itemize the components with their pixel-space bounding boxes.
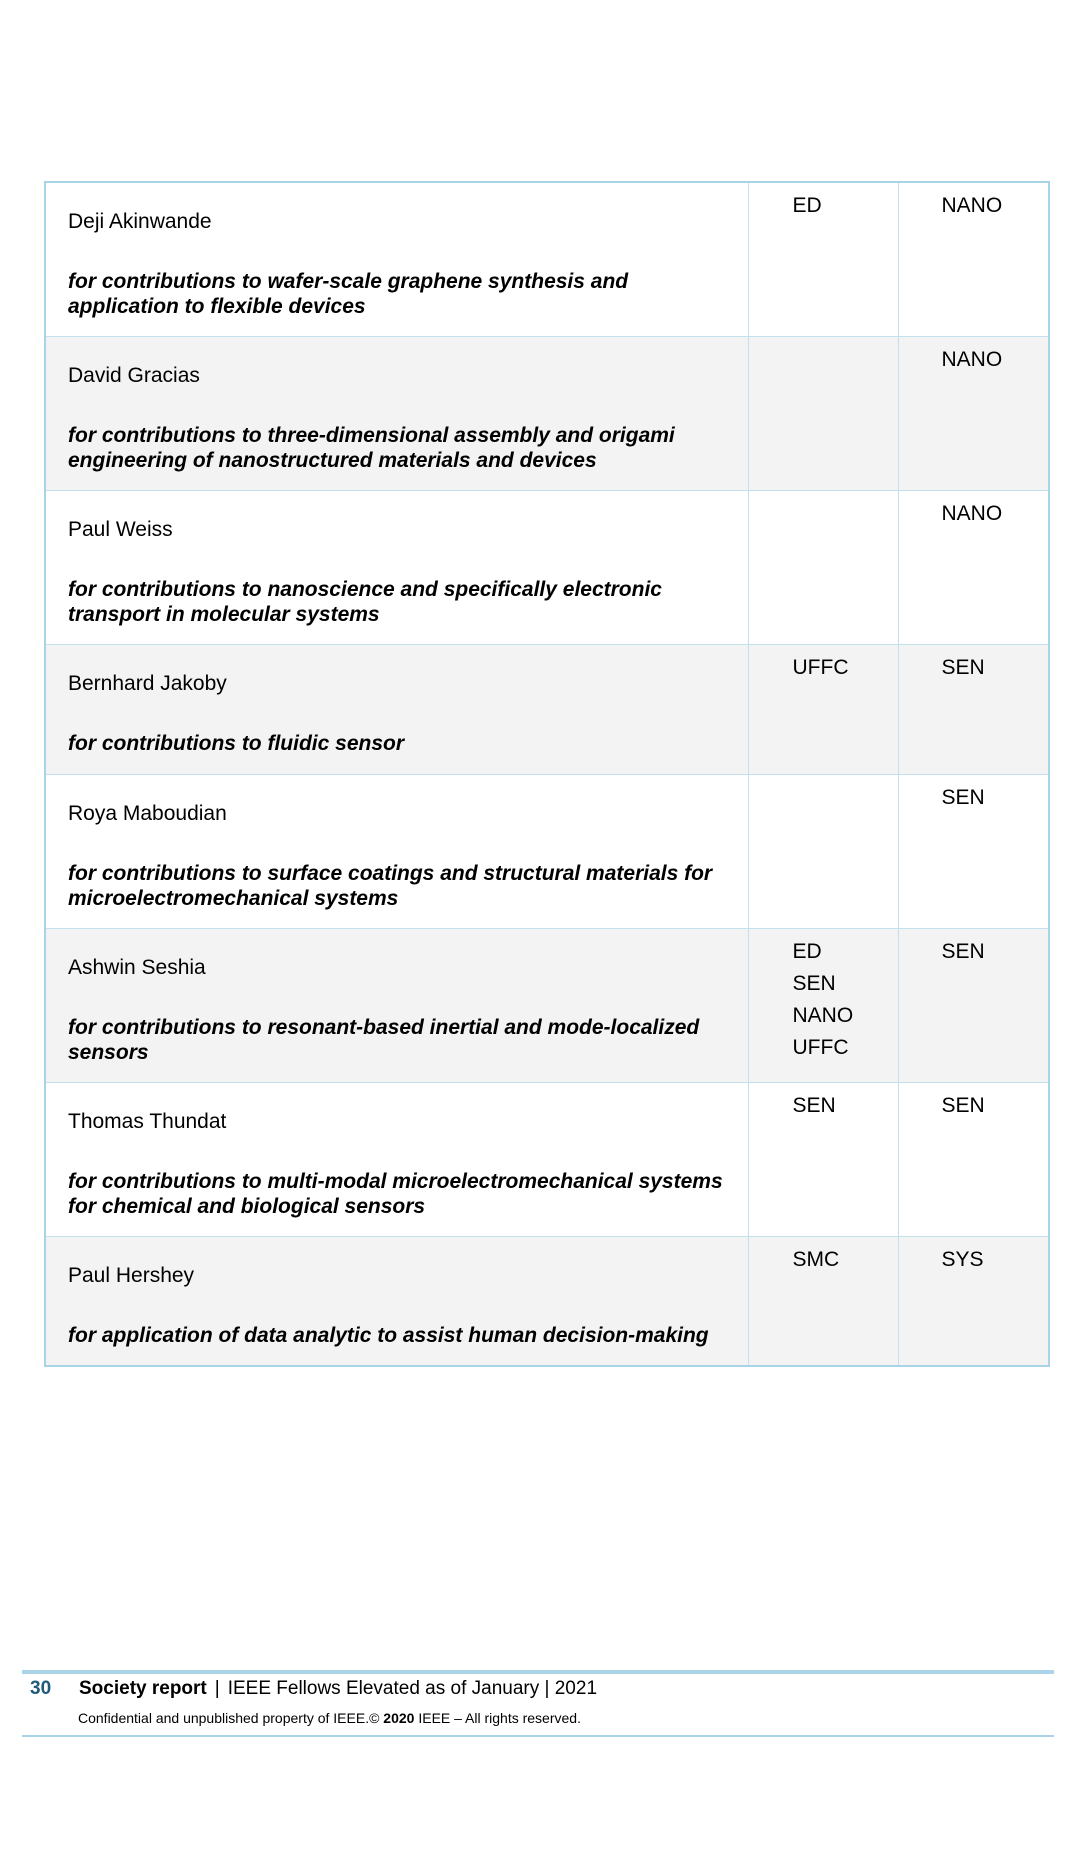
society-codes-cell <box>748 182 898 336</box>
evaluating-code-cell <box>898 490 1049 644</box>
fellow-cell <box>45 1236 748 1366</box>
society-codes-cell <box>748 928 898 1082</box>
society-codes-cell <box>748 336 898 490</box>
fellow-row <box>45 1082 1049 1236</box>
fellow-citation: for contributions to surface coatings and structural materials for microelectromechanical systems <box>68 861 713 910</box>
fellow-name: Paul Hershey <box>68 1263 195 1287</box>
evaluating-code-cell <box>898 928 1049 1082</box>
fellow-name: Thomas Thundat <box>68 1109 227 1133</box>
society-codes-cell <box>748 644 898 774</box>
fellow-cell <box>45 182 748 336</box>
copyright-notice <box>78 1710 581 1726</box>
fellow-name: Deji Akinwande <box>68 210 212 233</box>
fellows-table-body <box>45 182 1049 1366</box>
society-code: ED <box>792 194 822 217</box>
evaluating-code: NANO <box>941 194 1003 217</box>
fellow-name: Paul Weiss <box>68 517 173 541</box>
fellow-cell <box>45 928 748 1082</box>
fellow-citation: for contributions to resonant-based inertial and mode-localized sensors <box>68 1015 700 1064</box>
evaluating-code-cell <box>898 774 1049 928</box>
fellow-name: Bernhard Jakoby <box>68 671 227 695</box>
fellow-name: David Gracias <box>68 363 200 387</box>
society-codes-cell <box>748 490 898 644</box>
society-code: SEN <box>792 971 836 995</box>
fellow-row <box>45 928 1049 1082</box>
fellow-citation: for contributions to three-dimensional assembly and origami engineering of nanostructured materials and devices <box>68 423 675 472</box>
fellow-cell <box>45 1082 748 1236</box>
footer-separator: | <box>214 1678 220 1699</box>
evaluating-code: SEN <box>941 655 985 679</box>
fellow-citation: for contributions to fluidic sensor <box>68 731 404 755</box>
evaluating-code: NANO <box>941 347 1003 371</box>
society-code: SMC <box>792 1247 840 1271</box>
report-title: IEEE Fellows Elevated as of January | 2021 <box>227 1678 598 1699</box>
page-number: 30 <box>30 1678 52 1699</box>
fellow-citation: for contributions to wafer-scale graphene synthesis and application to flexible devices <box>68 270 629 318</box>
fellow-citation: for contributions to nanoscience and specifically electronic transport in molecular systems <box>68 577 662 626</box>
evaluating-code: SEN <box>941 785 985 809</box>
evaluating-code: SYS <box>941 1247 984 1271</box>
fellow-cell <box>45 644 748 774</box>
society-codes-cell <box>748 1236 898 1366</box>
society-code: UFFC <box>792 655 849 679</box>
evaluating-code-cell <box>898 336 1049 490</box>
fellow-row <box>45 336 1049 490</box>
society-code: UFFC <box>792 1035 849 1059</box>
evaluating-code: NANO <box>941 501 1003 525</box>
society-codes-cell <box>748 1082 898 1236</box>
fellow-row <box>45 774 1049 928</box>
fellow-citation: for application of data analytic to assist human decision-making <box>68 1323 709 1347</box>
footer-top-rule <box>22 1670 1054 1674</box>
evaluating-code-cell <box>898 1082 1049 1236</box>
fellow-row <box>45 182 1049 336</box>
fellow-cell <box>45 490 748 644</box>
fellow-row <box>45 644 1049 774</box>
copyright-year: 2020 <box>383 1710 415 1726</box>
society-code: NANO <box>792 1003 854 1027</box>
society-code: ED <box>792 939 822 963</box>
evaluating-code-cell <box>898 1236 1049 1366</box>
fellow-name: Ashwin Seshia <box>68 955 206 979</box>
fellows-table <box>44 181 1050 1367</box>
evaluating-code: SEN <box>941 1093 985 1117</box>
fellow-row <box>45 1236 1049 1366</box>
fellow-cell <box>45 336 748 490</box>
fellow-citation: for contributions to multi-modal microelectromechanical systems for chemical and biological sensors <box>68 1169 723 1218</box>
copyright-prefix: Confidential and unpublished property of IEEE.© <box>78 1710 384 1726</box>
footer-bottom-rule <box>22 1735 1054 1737</box>
fellow-name: Roya Maboudian <box>68 801 227 825</box>
report-label: Society report <box>79 1678 207 1699</box>
evaluating-code: SEN <box>941 939 985 963</box>
society-codes-cell <box>748 774 898 928</box>
evaluating-code-cell <box>898 644 1049 774</box>
copyright-suffix: IEEE – All rights reserved. <box>414 1710 581 1726</box>
footer-title <box>79 1678 597 1700</box>
fellow-row <box>45 490 1049 644</box>
fellow-cell <box>45 774 748 928</box>
evaluating-code-cell <box>898 182 1049 336</box>
society-code: SEN <box>792 1093 836 1117</box>
